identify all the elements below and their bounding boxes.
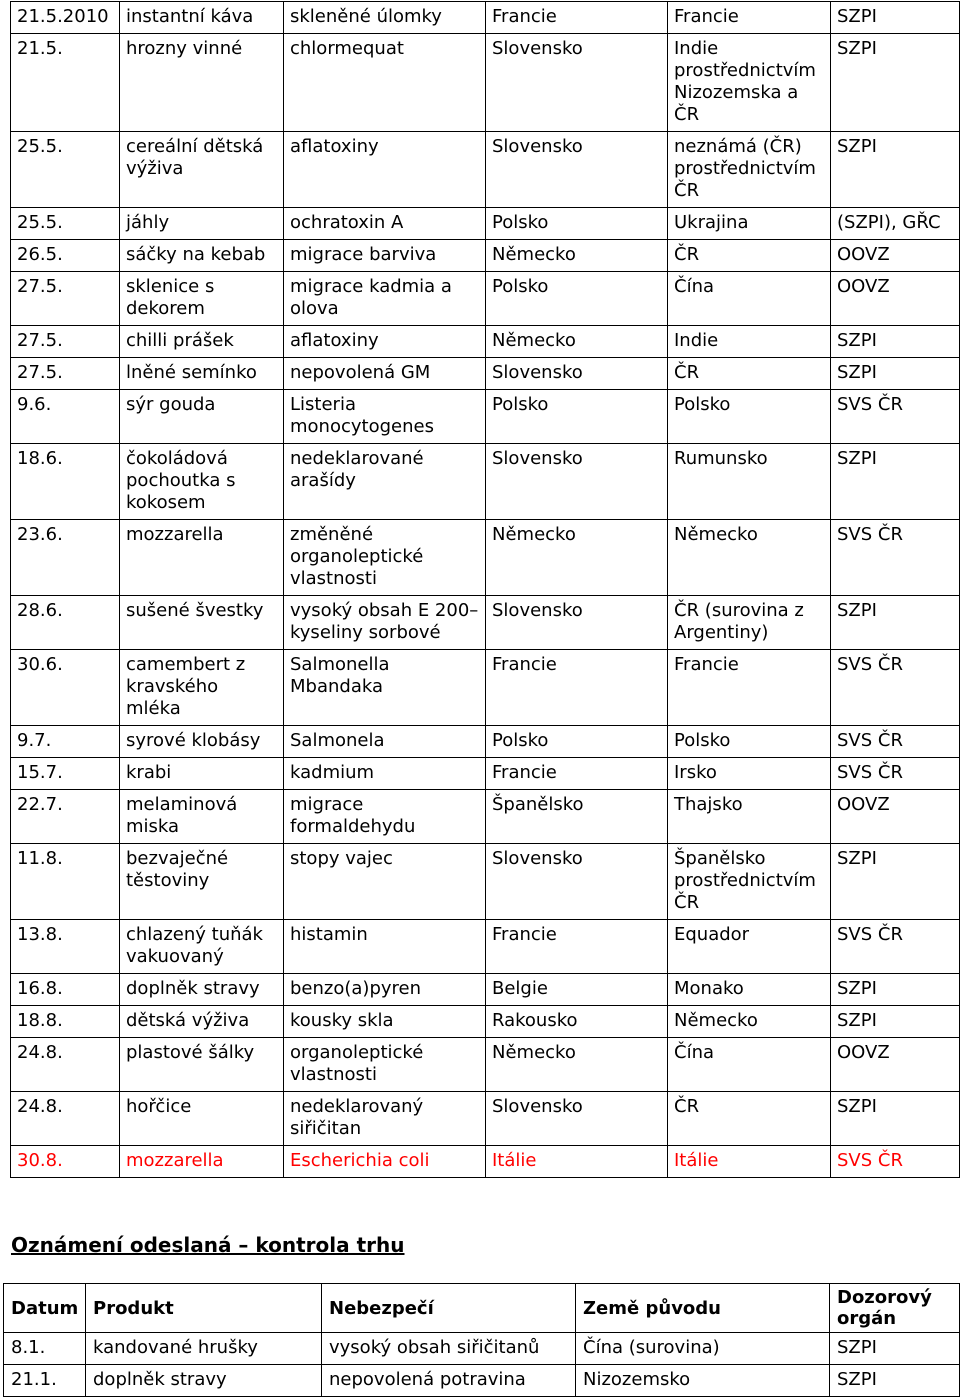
table-row <box>11 1146 960 1178</box>
cell-authority: SZPI <box>831 444 960 520</box>
cell-authority: SVS ČR <box>831 1146 960 1178</box>
cell-authority: SZPI <box>831 844 960 920</box>
cell-hazard: vysoký obsah E 200–kyseliny sorbové <box>284 596 486 650</box>
cell-hazard: nedeklarované arašídy <box>284 444 486 520</box>
cell-notifier: Francie <box>486 2 668 34</box>
cell-notifier: Rakousko <box>486 1006 668 1038</box>
table-row <box>11 272 960 326</box>
cell-date: 13.8. <box>11 920 120 974</box>
cell-date: 21.5.2010 <box>11 2 120 34</box>
cell-hazard: benzo(a)pyren <box>284 974 486 1006</box>
cell-notifier: Polsko <box>486 726 668 758</box>
cell-origin: Equador <box>668 920 831 974</box>
cell-hazard: Escherichia coli <box>284 1146 486 1178</box>
cell-authority: (SZPI), GŘC <box>831 208 960 240</box>
cell-origin: Indie prostřednictvím Nizozemska a ČR <box>668 34 831 132</box>
cell-notifier: Polsko <box>486 390 668 444</box>
cell-notifier: Francie <box>486 650 668 726</box>
cell-origin: Monako <box>668 974 831 1006</box>
cell-product: melaminová miska <box>120 790 284 844</box>
cell-hazard: aflatoxiny <box>284 326 486 358</box>
cell-origin: ČR <box>668 358 831 390</box>
cell-authority: OOVZ <box>831 272 960 326</box>
cell-product: instantní káva <box>120 2 284 34</box>
cell-origin: Ukrajina <box>668 208 831 240</box>
cell-authority: SZPI <box>831 1006 960 1038</box>
cell-product: chlazený tuňák vakuovaný <box>120 920 284 974</box>
table-row <box>11 726 960 758</box>
cell-authority: SZPI <box>831 34 960 132</box>
cell-product: čokoládová pochoutka s kokosem <box>120 444 284 520</box>
cell-notifier: Itálie <box>486 1146 668 1178</box>
cell-date: 25.5. <box>11 208 120 240</box>
cell-authority: SZPI <box>831 358 960 390</box>
table-row <box>11 1092 960 1146</box>
table-row <box>4 1333 960 1365</box>
table-row <box>11 34 960 132</box>
cell-notifier: Belgie <box>486 974 668 1006</box>
cell-hazard: nedeklarovaný siřičitan <box>284 1092 486 1146</box>
table-row <box>11 650 960 726</box>
table-header-row <box>4 1284 960 1333</box>
cell-hazard: migrace formaldehydu <box>284 790 486 844</box>
cell-origin: Rumunsko <box>668 444 831 520</box>
cell-hazard: aflatoxiny <box>284 132 486 208</box>
col-header-authority: Dozorový orgán <box>830 1284 960 1333</box>
cell-hazard: organoleptické vlastnosti <box>284 1038 486 1092</box>
table-row <box>11 390 960 444</box>
cell-product: camembert z kravského mléka <box>120 650 284 726</box>
table-row <box>11 240 960 272</box>
cell-date: 26.5. <box>11 240 120 272</box>
table-row <box>11 132 960 208</box>
cell-date: 16.8. <box>11 974 120 1006</box>
cell-hazard: migrace barviva <box>284 240 486 272</box>
table-row <box>11 2 960 34</box>
cell-notifier: Německo <box>486 520 668 596</box>
table-row <box>11 520 960 596</box>
cell-hazard: chlormequat <box>284 34 486 132</box>
cell-origin: neznámá (ČR) prostřednictvím ČR <box>668 132 831 208</box>
cell-authority: SZPI <box>830 1365 960 1397</box>
cell-origin: Německo <box>668 520 831 596</box>
cell-origin: Thajsko <box>668 790 831 844</box>
cell-origin: ČR (surovina z Argentiny) <box>668 596 831 650</box>
cell-authority: SZPI <box>830 1333 960 1365</box>
cell-authority: SZPI <box>831 596 960 650</box>
cell-date: 30.6. <box>11 650 120 726</box>
cell-hazard: stopy vajec <box>284 844 486 920</box>
cell-product: doplněk stravy <box>120 974 284 1006</box>
cell-origin: Německo <box>668 1006 831 1038</box>
cell-authority: SZPI <box>831 132 960 208</box>
cell-hazard: histamin <box>284 920 486 974</box>
cell-product: mozzarella <box>120 520 284 596</box>
cell-hazard: Salmonella Mbandaka <box>284 650 486 726</box>
table-row <box>11 844 960 920</box>
table-row <box>4 1365 960 1397</box>
cell-notifier: Slovensko <box>486 358 668 390</box>
cell-date: 25.5. <box>11 132 120 208</box>
cell-notifier: Polsko <box>486 272 668 326</box>
cell-date: 18.6. <box>11 444 120 520</box>
cell-notifier: Španělsko <box>486 790 668 844</box>
cell-origin: Indie <box>668 326 831 358</box>
cell-authority: SVS ČR <box>831 650 960 726</box>
table-row <box>11 758 960 790</box>
col-header-date: Datum <box>4 1284 86 1333</box>
cell-notifier: Slovensko <box>486 596 668 650</box>
cell-origin: Irsko <box>668 758 831 790</box>
cell-date: 27.5. <box>11 326 120 358</box>
cell-date: 22.7. <box>11 790 120 844</box>
cell-date: 9.6. <box>11 390 120 444</box>
cell-product: hrozny vinné <box>120 34 284 132</box>
cell-authority: SVS ČR <box>831 726 960 758</box>
cell-product: lněné semínko <box>120 358 284 390</box>
cell-product: dětská výživa <box>120 1006 284 1038</box>
table-row <box>11 790 960 844</box>
cell-origin: Francie <box>668 650 831 726</box>
cell-origin: Francie <box>668 2 831 34</box>
cell-product: krabi <box>120 758 284 790</box>
cell-product: sáčky na kebab <box>120 240 284 272</box>
cell-date: 8.1. <box>4 1333 86 1365</box>
cell-notifier: Slovensko <box>486 132 668 208</box>
cell-hazard: kousky skla <box>284 1006 486 1038</box>
cell-hazard: migrace kadmia a olova <box>284 272 486 326</box>
cell-notifier: Slovensko <box>486 1092 668 1146</box>
table-row <box>11 208 960 240</box>
cell-product: syrové klobásy <box>120 726 284 758</box>
cell-authority: SVS ČR <box>831 390 960 444</box>
cell-product: doplněk stravy <box>86 1365 322 1397</box>
cell-product: bezvaječné těstoviny <box>120 844 284 920</box>
cell-authority: SZPI <box>831 974 960 1006</box>
cell-product: sklenice s dekorem <box>120 272 284 326</box>
notifications-received-table <box>10 1 960 1178</box>
cell-date: 23.6. <box>11 520 120 596</box>
cell-date: 28.6. <box>11 596 120 650</box>
cell-origin: Španělsko prostřednictvím ČR <box>668 844 831 920</box>
table-row <box>11 596 960 650</box>
cell-date: 27.5. <box>11 358 120 390</box>
cell-notifier: Polsko <box>486 208 668 240</box>
cell-date: 15.7. <box>11 758 120 790</box>
table-row <box>11 920 960 974</box>
cell-origin: Polsko <box>668 390 831 444</box>
cell-authority: SZPI <box>831 2 960 34</box>
cell-origin: Čína <box>668 272 831 326</box>
cell-product: mozzarella <box>120 1146 284 1178</box>
cell-origin: ČR <box>668 240 831 272</box>
cell-origin: Itálie <box>668 1146 831 1178</box>
cell-product: chilli prášek <box>120 326 284 358</box>
cell-authority: SVS ČR <box>831 520 960 596</box>
cell-authority: SZPI <box>831 326 960 358</box>
table-row <box>11 358 960 390</box>
cell-product: kandované hrušky <box>86 1333 322 1365</box>
col-header-hazard: Nebezpečí <box>322 1284 576 1333</box>
cell-origin: Nizozemsko <box>576 1365 830 1397</box>
cell-hazard: vysoký obsah siřičitanů <box>322 1333 576 1365</box>
table-row <box>11 326 960 358</box>
cell-origin: Polsko <box>668 726 831 758</box>
table-row <box>11 1038 960 1092</box>
cell-hazard: ochratoxin A <box>284 208 486 240</box>
cell-authority: OOVZ <box>831 790 960 844</box>
cell-notifier: Francie <box>486 920 668 974</box>
cell-authority: SVS ČR <box>831 758 960 790</box>
cell-authority: OOVZ <box>831 240 960 272</box>
cell-hazard: změněné organoleptické vlastnosti <box>284 520 486 596</box>
cell-notifier: Německo <box>486 240 668 272</box>
cell-notifier: Slovensko <box>486 444 668 520</box>
table-row <box>11 444 960 520</box>
cell-product: cereální dětská výživa <box>120 132 284 208</box>
cell-date: 27.5. <box>11 272 120 326</box>
cell-product: sýr gouda <box>120 390 284 444</box>
cell-product: plastové šálky <box>120 1038 284 1092</box>
cell-date: 21.1. <box>4 1365 86 1397</box>
col-header-origin: Země původu <box>576 1284 830 1333</box>
cell-date: 11.8. <box>11 844 120 920</box>
col-header-product: Produkt <box>86 1284 322 1333</box>
cell-hazard: Listeria monocytogenes <box>284 390 486 444</box>
cell-date: 30.8. <box>11 1146 120 1178</box>
cell-origin: Čína <box>668 1038 831 1092</box>
cell-date: 24.8. <box>11 1038 120 1092</box>
cell-authority: SVS ČR <box>831 920 960 974</box>
cell-authority: OOVZ <box>831 1038 960 1092</box>
cell-date: 21.5. <box>11 34 120 132</box>
cell-notifier: Slovensko <box>486 844 668 920</box>
cell-origin: Čína (surovina) <box>576 1333 830 1365</box>
notifications-sent-table <box>3 1283 960 1397</box>
cell-hazard: nepovolená GM <box>284 358 486 390</box>
cell-notifier: Německo <box>486 326 668 358</box>
cell-hazard: skleněné úlomky <box>284 2 486 34</box>
cell-date: 24.8. <box>11 1092 120 1146</box>
cell-product: sušené švestky <box>120 596 284 650</box>
cell-origin: ČR <box>668 1092 831 1146</box>
cell-notifier: Francie <box>486 758 668 790</box>
cell-hazard: kadmium <box>284 758 486 790</box>
table-row <box>11 974 960 1006</box>
cell-date: 9.7. <box>11 726 120 758</box>
cell-hazard: Salmonela <box>284 726 486 758</box>
cell-date: 18.8. <box>11 1006 120 1038</box>
cell-product: jáhly <box>120 208 284 240</box>
cell-product: hořčice <box>120 1092 284 1146</box>
cell-authority: SZPI <box>831 1092 960 1146</box>
cell-hazard: nepovolená potravina <box>322 1365 576 1397</box>
section-heading: Oznámení odeslaná – kontrola trhu <box>11 1233 405 1257</box>
table-row <box>11 1006 960 1038</box>
cell-notifier: Německo <box>486 1038 668 1092</box>
cell-notifier: Slovensko <box>486 34 668 132</box>
